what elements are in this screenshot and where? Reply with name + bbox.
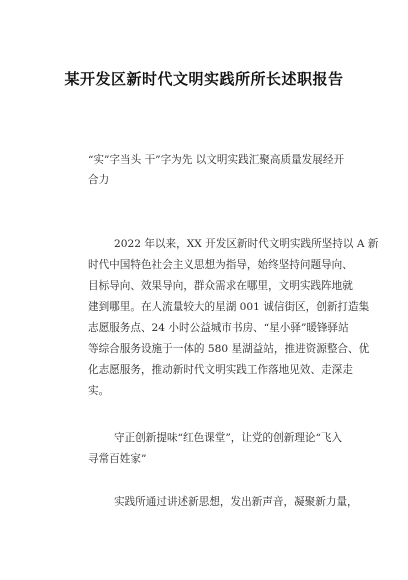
paragraph1-line-5: 志愿服务点、24 小时公益城市书房、“星小驿”暖锋驿站	[88, 322, 349, 334]
document-title: 某开发区新时代文明实践所所长述职报告	[64, 70, 344, 88]
paragraph1-line-7: 化志愿服务，推动新时代文明实践工作落地见效、走深走	[88, 364, 353, 376]
paragraph1-line-6: 等综合服务设施于一体的 580 星湖益站，推进资源整合、优	[88, 343, 370, 355]
paragraph3-line-1: 实践所通过讲述新思想，发出新声音，凝聚新力量，	[114, 496, 358, 508]
paragraph1-line-2: 时代中国特色社会主义思想为指导，始终坚持问题导向、	[88, 259, 353, 271]
paragraph1-line-3: 目标导向、效果导向，群众需求在哪里，文明实践阵地就	[88, 280, 353, 292]
subtitle-line-1: “实”字当头 干”字为先 以文明实践汇聚高质量发展经开	[88, 154, 345, 166]
paragraph1-line-1: 2022 年以来，XX 开发区新时代文明实践所坚持以 A 新	[114, 238, 379, 250]
paragraph2-line-1: 守正创新提味“红色课堂”，让党的创新理论“飞入	[114, 432, 343, 444]
paragraph1-line-4: 建到哪里。在人流量较大的星湖 001 诚信街区，创新打造集	[88, 301, 370, 313]
subtitle-line-2: 合力	[88, 174, 110, 186]
paragraph1-line-8: 实。	[88, 385, 110, 397]
paragraph2-line-2: 寻常百姓家”	[88, 453, 147, 465]
